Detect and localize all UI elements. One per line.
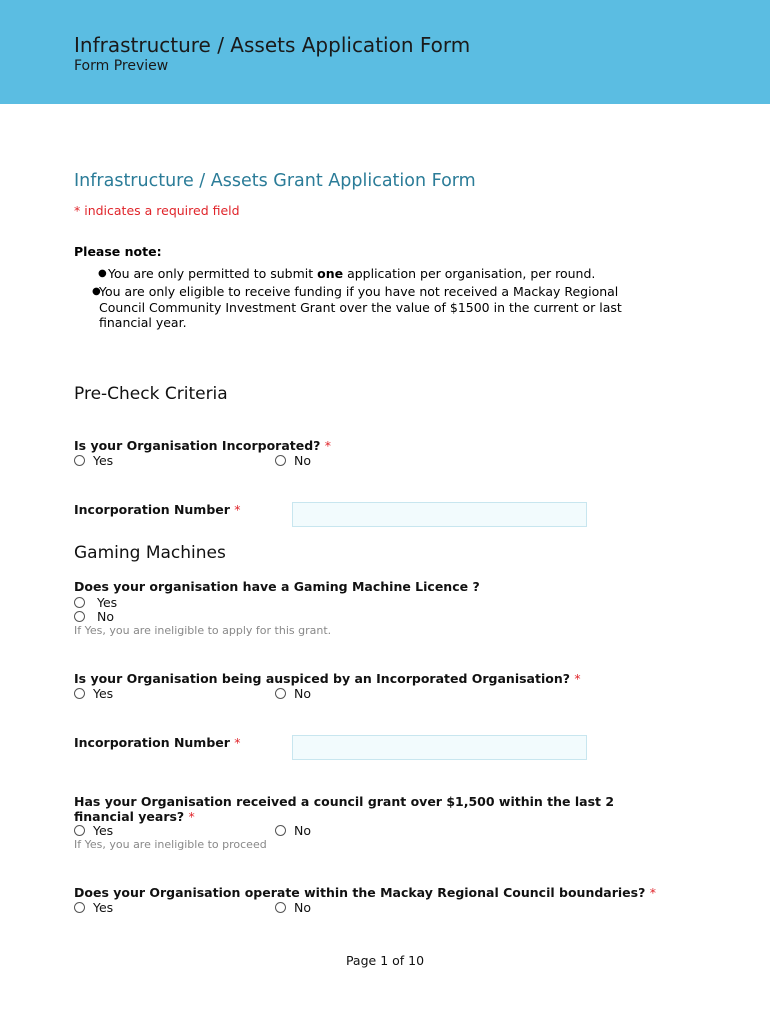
bullet-icon: ● <box>98 268 107 279</box>
required-note: * indicates a required field <box>74 203 240 218</box>
question-council-grant: Has your Organisation received a council grant over $1,500 within the last 2 financial years? * <box>74 794 615 824</box>
page-title: Infrastructure / Assets Application Form <box>74 33 471 57</box>
header-banner <box>0 0 770 104</box>
licence-hint: If Yes, you are ineligible to apply for this grant. <box>74 624 332 637</box>
option-incorporated-yes[interactable]: Yes <box>74 453 113 468</box>
note-bullet-1: ● You are only permitted to submit one application per organisation, per round. <box>98 266 596 281</box>
radio-button[interactable] <box>275 825 286 836</box>
radio-button[interactable] <box>275 688 286 699</box>
radio-button[interactable] <box>74 825 85 836</box>
question-gaming-licence: Does your organisation have a Gaming Machine Licence ? <box>74 579 480 594</box>
incorporation-number-field-2[interactable] <box>292 735 587 760</box>
radio-button[interactable] <box>275 455 286 466</box>
option-boundary-no[interactable]: No <box>275 900 311 915</box>
grant-hint: If Yes, you are ineligible to proceed <box>74 838 267 851</box>
radio-button[interactable] <box>74 597 85 608</box>
option-licence-no[interactable]: No <box>74 609 114 624</box>
radio-button[interactable] <box>74 688 85 699</box>
option-boundary-yes[interactable]: Yes <box>74 900 113 915</box>
page-number: Page 1 of 10 <box>345 953 425 968</box>
option-grant-no[interactable]: No <box>275 823 311 838</box>
incorporation-number-label: Incorporation Number * <box>74 502 241 517</box>
page-subtitle: Form Preview <box>74 58 169 74</box>
option-licence-yes[interactable]: Yes <box>74 595 117 610</box>
note-bullet-2: ● You are only eligible to receive funding if you have not received a Mackay Regional Council Community Investment Grant over the value of $1500 in the current or last financial year. <box>92 284 622 330</box>
section-heading-gaming: Gaming Machines <box>74 543 226 563</box>
radio-button[interactable] <box>275 902 286 913</box>
question-auspiced: Is your Organisation being auspiced by an Incorporated Organisation? * <box>74 671 581 686</box>
bullet-icon: ● <box>92 286 101 297</box>
radio-button[interactable] <box>74 611 85 622</box>
note-heading: Please note: <box>74 244 162 259</box>
question-incorporated: Is your Organisation Incorporated? * <box>74 438 332 453</box>
section-heading-precheck: Pre-Check Criteria <box>74 384 228 404</box>
radio-button[interactable] <box>74 902 85 913</box>
option-grant-yes[interactable]: Yes <box>74 823 113 838</box>
form-title: Infrastructure / Assets Grant Application Form <box>74 171 476 191</box>
option-auspiced-yes[interactable]: Yes <box>74 686 113 701</box>
incorporation-number-label-2: Incorporation Number * <box>74 735 241 750</box>
radio-button[interactable] <box>74 455 85 466</box>
incorporation-number-field[interactable] <box>292 502 587 527</box>
option-auspiced-no[interactable]: No <box>275 686 311 701</box>
option-incorporated-no[interactable]: No <box>275 453 311 468</box>
question-boundary: Does your Organisation operate within the Mackay Regional Council boundaries? * <box>74 885 656 900</box>
